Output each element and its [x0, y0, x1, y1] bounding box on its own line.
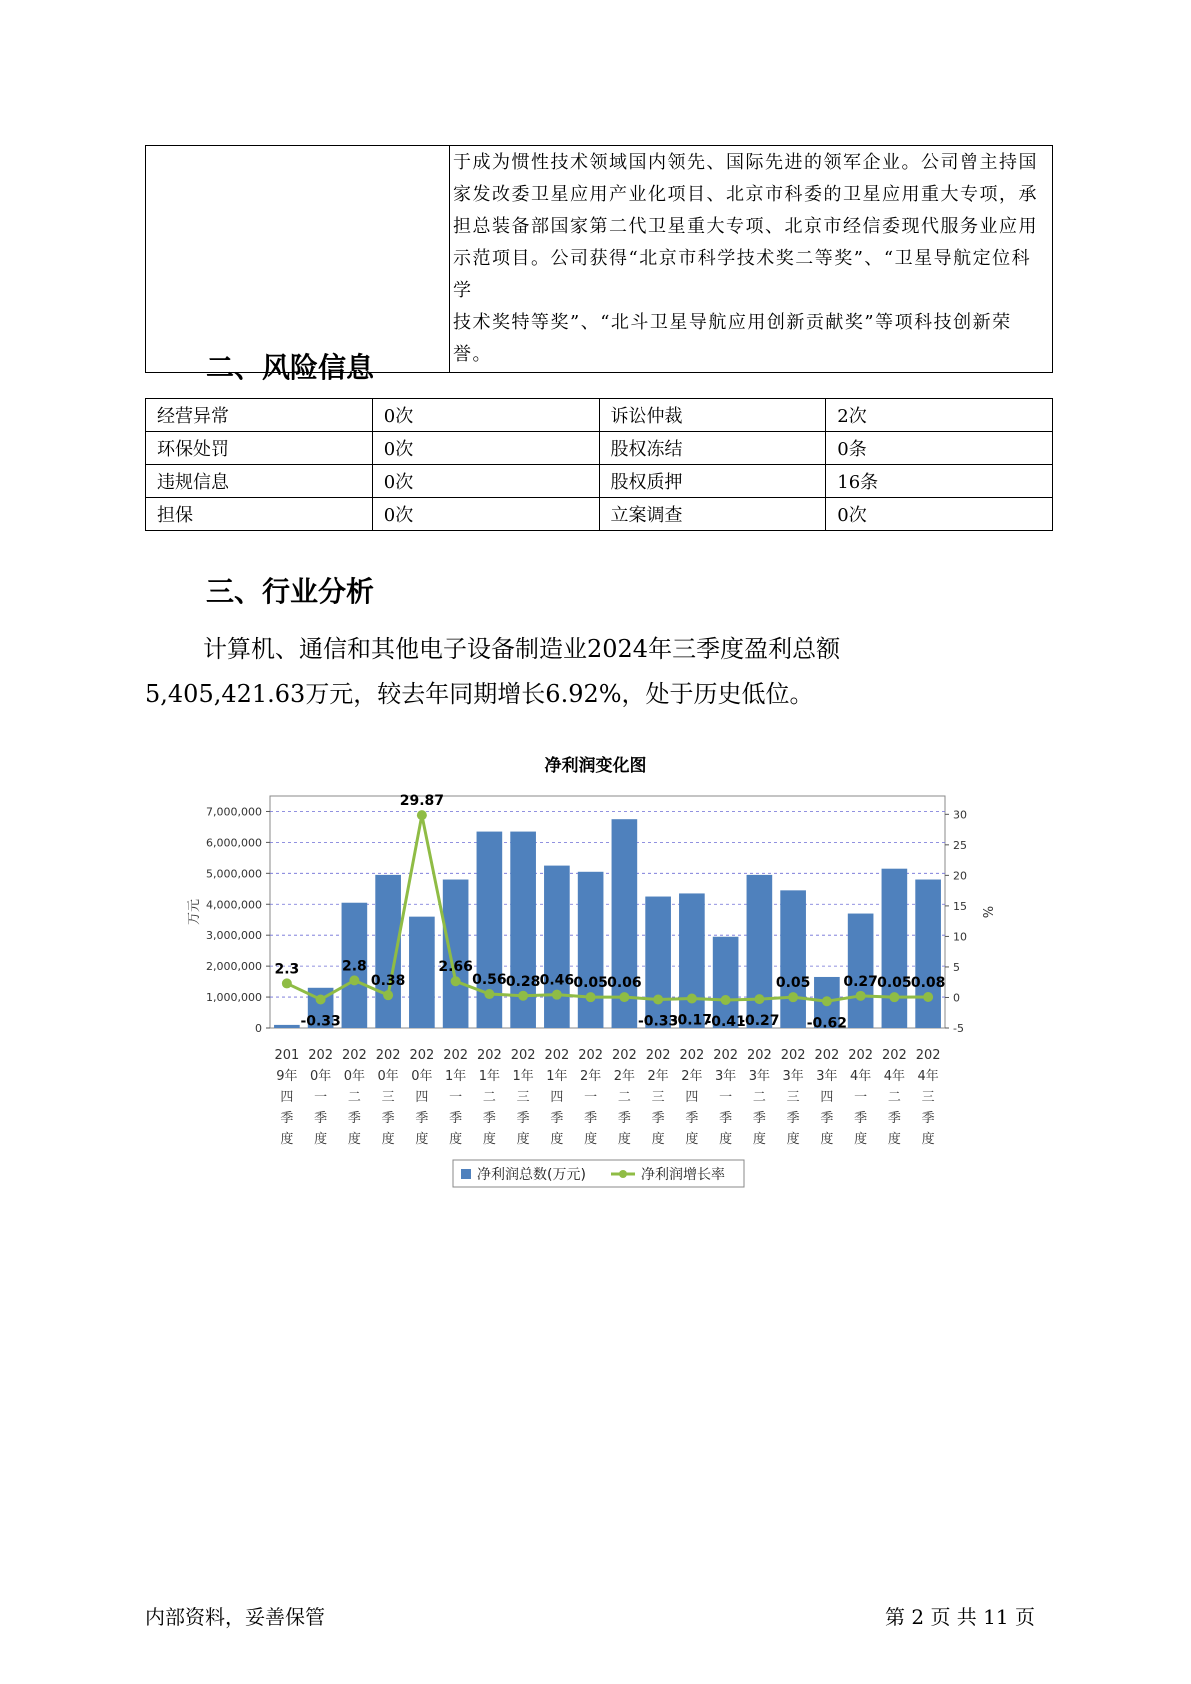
intro-line: 技术奖特等奖”、“北斗卫星导航应用创新贡献奖”等项科技创新荣誉。	[453, 312, 1012, 365]
x-tick-label: 202	[611, 1048, 637, 1063]
x-tick-label: 二	[347, 1090, 361, 1105]
risk-label: 违规信息	[146, 465, 373, 498]
x-tick-label: 三	[921, 1090, 935, 1105]
x-tick-label: 4年	[917, 1069, 939, 1084]
x-tick-label: 四	[820, 1090, 834, 1105]
x-tick-label: 202	[544, 1048, 570, 1063]
x-tick-label: 一	[449, 1090, 463, 1105]
x-tick-label: 一	[314, 1090, 328, 1105]
growth-point	[653, 994, 663, 1004]
x-tick-label: 202	[679, 1048, 705, 1063]
x-tick-label: 二	[887, 1090, 901, 1105]
industry-line-1: 计算机、通信和其他电子设备制造业2024年三季度盈利总额	[203, 635, 841, 663]
x-tick-label: 度	[482, 1132, 496, 1147]
industry-line-2: 5,405,421.63万元，较去年同期增长6.92%，处于历史低位。	[145, 680, 814, 708]
y-left-tick-label: 2,000,000	[206, 960, 262, 974]
bar	[848, 914, 874, 1028]
x-tick-label: 季	[516, 1111, 530, 1126]
x-tick-label: 四	[550, 1090, 564, 1105]
growth-point	[856, 991, 866, 1001]
x-tick-label: 0年	[343, 1069, 366, 1084]
x-tick-label: 度	[854, 1132, 868, 1147]
x-tick-label: 三	[651, 1090, 665, 1105]
x-tick-label: 0年	[411, 1069, 433, 1084]
x-tick-label: 度	[887, 1132, 901, 1147]
y-right-tick-label: 30	[953, 808, 967, 822]
data-label: 0.38	[370, 973, 406, 990]
risk-value: 0次	[372, 465, 599, 498]
x-tick-label: 度	[347, 1132, 361, 1147]
x-tick-label: 3年	[748, 1069, 771, 1084]
bar	[645, 897, 671, 1028]
bar	[409, 917, 435, 1028]
y-left-tick-label: 4,000,000	[206, 898, 262, 912]
bar	[747, 875, 773, 1028]
y-right-tick-label: 5	[953, 960, 960, 974]
x-tick-label: 度	[314, 1132, 328, 1147]
risk-label: 股权冻结	[599, 432, 826, 465]
risk-value: 0次	[372, 432, 599, 465]
x-tick-label: 季	[786, 1111, 800, 1126]
x-tick-label: 202	[746, 1048, 772, 1063]
x-tick-label: 0年	[377, 1069, 399, 1084]
data-label: 0.06	[607, 975, 642, 992]
x-tick-label: 度	[617, 1132, 631, 1147]
bar	[915, 880, 941, 1028]
legend-label: 净利润增长率	[641, 1167, 725, 1183]
y-right-tick-label: 25	[953, 838, 967, 852]
bar	[544, 866, 570, 1028]
y-left-tick-label: 7,000,000	[206, 805, 262, 819]
x-tick-label: 季	[617, 1111, 631, 1126]
x-tick-label: 2年	[613, 1069, 636, 1084]
x-tick-label: 四	[415, 1090, 429, 1105]
x-tick-label: 季	[415, 1111, 429, 1126]
growth-point	[451, 976, 461, 986]
x-tick-label: 3年	[782, 1069, 804, 1084]
x-tick-label: 度	[415, 1132, 429, 1147]
x-tick-label: 季	[280, 1111, 294, 1126]
x-tick-label: 季	[449, 1111, 463, 1126]
x-tick-label: 季	[887, 1111, 901, 1126]
risk-label: 担保	[146, 498, 373, 531]
bar	[443, 880, 469, 1028]
x-tick-label: 2年	[579, 1069, 602, 1084]
y-right-tick-label: 15	[953, 899, 967, 913]
plot-area	[270, 796, 945, 1028]
x-tick-label: 202	[443, 1048, 469, 1063]
x-tick-label: 度	[820, 1132, 834, 1147]
x-tick-label: 202	[713, 1048, 739, 1063]
growth-point	[417, 810, 427, 820]
x-tick-label: 季	[381, 1111, 395, 1126]
growth-point	[822, 996, 832, 1006]
x-tick-label: 3年	[816, 1069, 838, 1084]
x-tick-label: 202	[578, 1048, 604, 1063]
x-tick-label: 季	[921, 1111, 935, 1126]
y-right-tick-label: 0	[953, 991, 960, 1005]
page-number: 第 2 页 共 11 页	[885, 1605, 1035, 1629]
x-tick-label: 202	[409, 1048, 435, 1063]
x-tick-label: 一	[584, 1090, 598, 1105]
chart-title: 净利润变化图	[544, 756, 647, 776]
x-tick-label: 四	[280, 1090, 294, 1105]
x-tick-label: 4年	[849, 1069, 872, 1084]
x-tick-label: 季	[752, 1111, 766, 1126]
x-tick-label: 202	[780, 1048, 806, 1063]
x-tick-label: 202	[341, 1048, 367, 1063]
data-label: 0.05	[877, 975, 912, 992]
x-tick-label: 202	[645, 1048, 671, 1063]
x-tick-label: 201	[274, 1048, 300, 1063]
data-label: 2.8	[341, 958, 367, 975]
x-tick-label: 9年	[276, 1069, 298, 1084]
y-left-tick-label: 1,000,000	[206, 991, 262, 1005]
risk-value: 0次	[372, 498, 599, 531]
growth-point	[923, 992, 933, 1002]
x-tick-label: 度	[752, 1132, 766, 1147]
bar	[274, 1025, 300, 1028]
y-left-tick-label: 5,000,000	[206, 867, 262, 881]
x-tick-label: 季	[550, 1111, 564, 1126]
risk-value: 0条	[826, 432, 1053, 465]
data-label: -0.62	[806, 1015, 848, 1032]
growth-point	[518, 991, 528, 1001]
growth-point	[788, 992, 798, 1002]
x-tick-label: 三	[381, 1090, 395, 1105]
x-tick-label: 202	[510, 1048, 536, 1063]
x-tick-label: 季	[651, 1111, 665, 1126]
risk-label: 经营异常	[146, 399, 373, 432]
data-label: -0.27	[739, 1013, 780, 1030]
bar	[882, 869, 908, 1028]
risk-label: 环保处罚	[146, 432, 373, 465]
x-tick-label: 度	[381, 1132, 395, 1147]
risk-label: 诉讼仲裁	[599, 399, 826, 432]
data-label: 0.05	[573, 975, 608, 992]
legend-swatch-point	[619, 1170, 627, 1178]
growth-point	[316, 994, 326, 1004]
growth-point	[282, 978, 292, 988]
x-tick-label: 度	[719, 1132, 733, 1147]
y-left-tick-label: 3,000,000	[206, 929, 262, 943]
footer-note: 内部资料，妥善保管	[145, 1605, 325, 1629]
data-label: 2.3	[274, 961, 300, 978]
x-tick-label: 度	[921, 1132, 935, 1147]
x-tick-label: 202	[814, 1048, 840, 1063]
x-tick-label: 202	[308, 1048, 334, 1063]
x-tick-label: 一	[854, 1090, 868, 1105]
y-left-tick-label: 0	[255, 1022, 262, 1035]
risk-value: 0次	[372, 399, 599, 432]
y-right-axis-label: %	[979, 905, 994, 919]
industry-section-title: 三、行业分析	[206, 575, 375, 608]
x-tick-label: 二	[752, 1090, 766, 1105]
growth-point	[552, 990, 562, 1000]
intro-line: 示范项目。公司获得“北京市科学技术奖二等奖”、“卫星导航定位科学	[453, 248, 1032, 301]
legend-swatch-bar	[461, 1169, 471, 1179]
data-label: 0.28	[505, 973, 541, 990]
x-tick-label: 1年	[546, 1069, 568, 1084]
growth-point	[349, 975, 359, 985]
x-tick-label: 度	[685, 1132, 699, 1147]
data-label: 29.87	[399, 793, 445, 810]
x-tick-label: 度	[280, 1132, 294, 1147]
x-tick-label: 202	[476, 1048, 502, 1063]
x-tick-label: 季	[347, 1111, 361, 1126]
x-tick-label: 1年	[512, 1069, 534, 1084]
x-tick-label: 一	[719, 1090, 733, 1105]
growth-point	[721, 995, 731, 1005]
x-tick-label: 度	[651, 1132, 665, 1147]
data-label: 0.05	[775, 975, 811, 992]
y-left-tick-label: 6,000,000	[206, 836, 262, 850]
growth-point	[586, 992, 596, 1002]
growth-point	[687, 994, 697, 1004]
x-tick-label: 202	[915, 1048, 941, 1063]
growth-point	[619, 992, 629, 1002]
x-tick-label: 202	[848, 1048, 874, 1063]
x-tick-label: 季	[820, 1111, 834, 1126]
intro-line: 家发改委卫星应用产业化项目、北京市科委的卫星应用重大专项，承	[453, 184, 1038, 205]
x-tick-label: 二	[617, 1090, 631, 1105]
data-label: 0.46	[539, 972, 575, 989]
x-tick-label: 度	[449, 1132, 463, 1147]
risk-value: 16条	[826, 465, 1053, 498]
x-tick-label: 度	[516, 1132, 530, 1147]
data-label: -0.33	[300, 1013, 341, 1030]
x-tick-label: 季	[584, 1111, 598, 1126]
x-tick-label: 四	[685, 1090, 699, 1105]
x-tick-label: 2年	[647, 1069, 669, 1084]
x-tick-label: 三	[786, 1090, 800, 1105]
data-label: 0.56	[472, 972, 507, 989]
x-tick-label: 1年	[478, 1069, 501, 1084]
data-label: -0.41	[705, 1013, 746, 1030]
x-tick-label: 季	[685, 1111, 699, 1126]
intro-line: 担总装备部国家第二代卫星重大专项、北京市经信委现代服务业应用	[453, 216, 1038, 237]
y-right-tick-label: -5	[953, 1022, 964, 1035]
x-tick-label: 202	[375, 1048, 401, 1063]
risk-label: 立案调查	[599, 498, 826, 531]
x-tick-label: 3年	[714, 1069, 737, 1084]
data-label: 0.08	[910, 974, 946, 991]
growth-point	[889, 992, 899, 1002]
data-label: 0.27	[843, 973, 878, 990]
legend-label: 净利润总数(万元)	[477, 1167, 586, 1183]
data-label: -0.17	[671, 1012, 713, 1029]
risk-value: 0次	[826, 498, 1053, 531]
x-tick-label: 度	[584, 1132, 598, 1147]
x-tick-label: 三	[516, 1090, 530, 1105]
x-tick-label: 0年	[309, 1069, 332, 1084]
risk-value: 2次	[826, 399, 1053, 432]
risk-label: 股权质押	[599, 465, 826, 498]
x-tick-label: 度	[550, 1132, 564, 1147]
y-left-axis-label: 万元	[187, 898, 202, 926]
x-tick-label: 度	[786, 1132, 800, 1147]
x-tick-label: 二	[482, 1090, 496, 1105]
risk-section-title: 二、风险信息	[206, 351, 375, 384]
growth-point	[484, 989, 494, 999]
data-label: -0.33	[637, 1013, 679, 1030]
growth-point	[383, 990, 393, 1000]
x-tick-label: 4年	[883, 1069, 906, 1084]
bar	[679, 893, 705, 1028]
bar	[780, 890, 806, 1028]
growth-point	[754, 994, 764, 1004]
y-right-tick-label: 10	[953, 930, 967, 944]
intro-line: 于成为惯性技术领域国内领先、国际先进的领军企业。公司曾主持国	[453, 152, 1038, 173]
x-tick-label: 2年	[681, 1069, 703, 1084]
bar	[578, 872, 604, 1028]
x-tick-label: 季	[314, 1111, 328, 1126]
x-tick-label: 季	[719, 1111, 733, 1126]
x-tick-label: 季	[482, 1111, 496, 1126]
y-right-tick-label: 20	[953, 869, 967, 883]
data-label: 2.66	[438, 959, 473, 976]
x-tick-label: 202	[881, 1048, 907, 1063]
x-tick-label: 1年	[444, 1069, 467, 1084]
x-tick-label: 季	[854, 1111, 868, 1126]
